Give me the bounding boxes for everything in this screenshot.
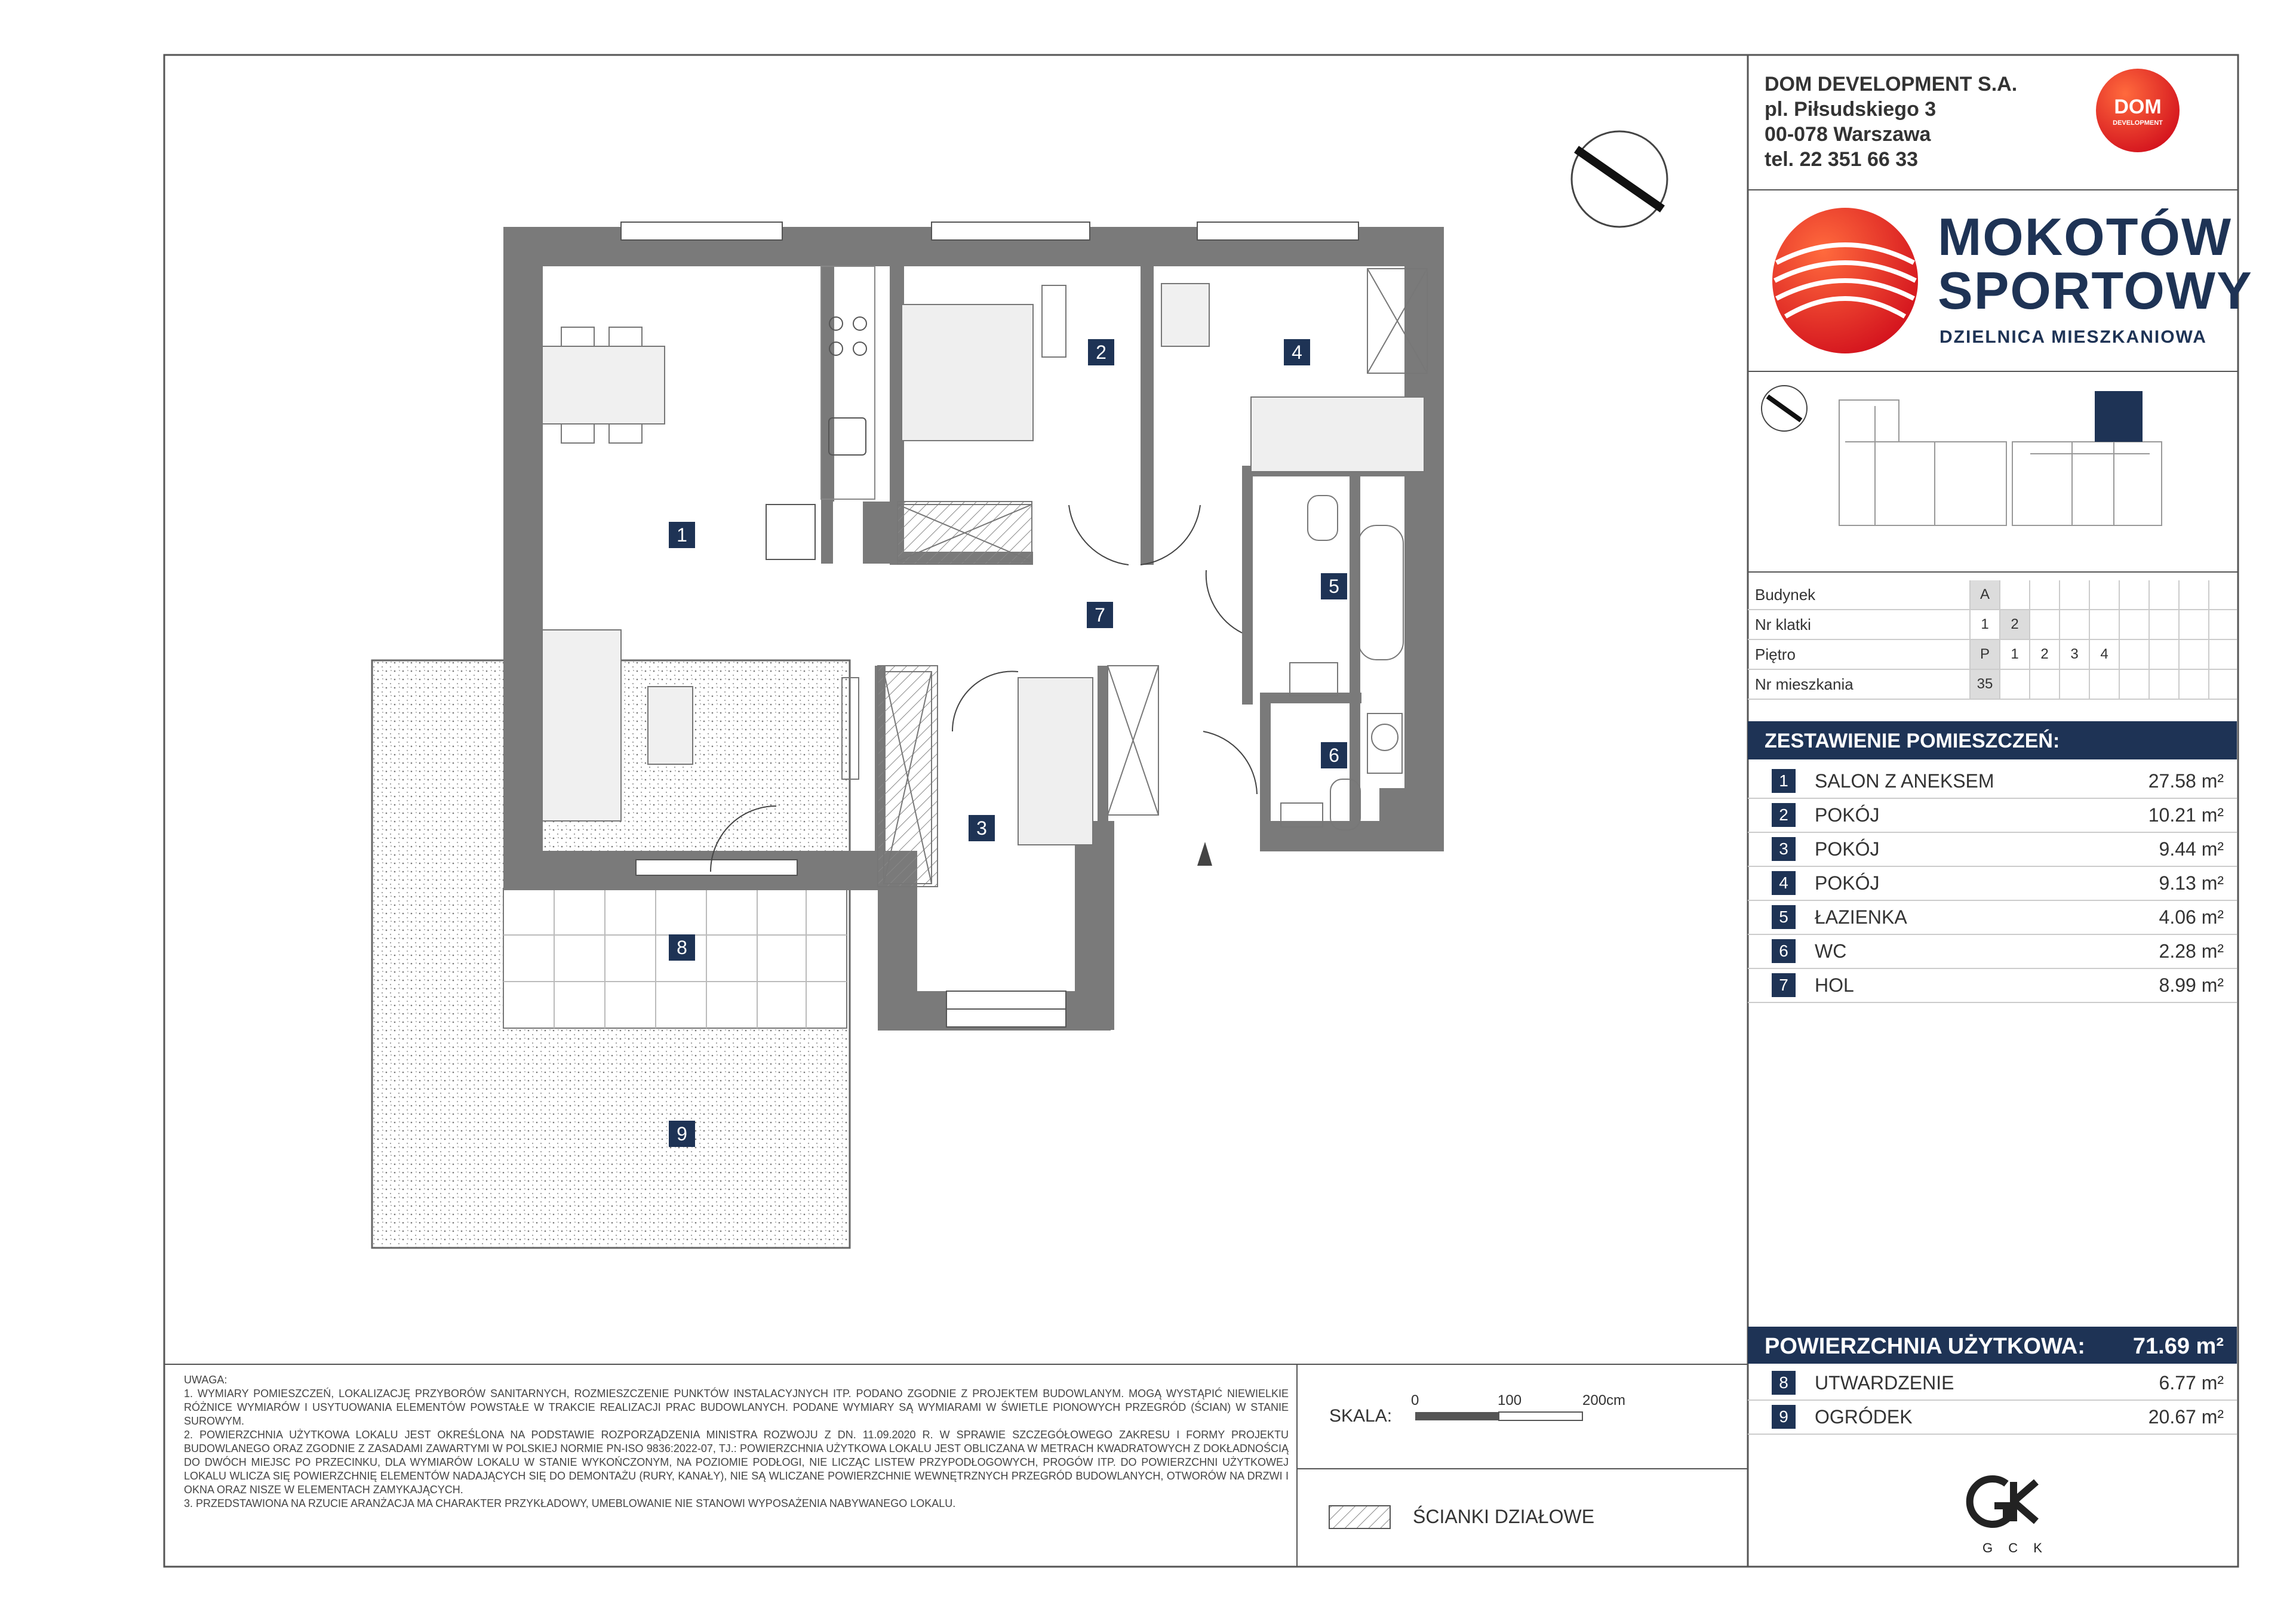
room-label-7: 7 bbox=[1087, 602, 1113, 628]
info-cell: A bbox=[1969, 580, 1999, 609]
room-label-2: 2 bbox=[1088, 339, 1114, 365]
room-summary-row-area: 2.28 m² bbox=[2159, 940, 2224, 962]
info-row bbox=[1748, 580, 2237, 610]
room-label-5: 5 bbox=[1321, 573, 1347, 599]
info-cell: P bbox=[1969, 640, 1999, 669]
info-cell bbox=[2089, 580, 2119, 609]
info-row bbox=[1748, 610, 2237, 640]
total-area-bar bbox=[1748, 1327, 2237, 1364]
info-cell bbox=[2119, 610, 2148, 639]
info-cell bbox=[2029, 580, 2059, 609]
extra-area-row-area: 6.77 m² bbox=[2159, 1372, 2224, 1394]
info-cell bbox=[2089, 670, 2119, 699]
room-summary-row-name: POKÓJ bbox=[1815, 804, 1880, 826]
info-cell bbox=[2059, 580, 2089, 609]
extra-area-row-area: 20.67 m² bbox=[2148, 1406, 2224, 1428]
room-summary-row-number: 7 bbox=[1772, 973, 1796, 997]
room-summary-row bbox=[1748, 866, 2237, 901]
info-cell: 2 bbox=[2029, 640, 2059, 669]
info-row-label: Piętro bbox=[1755, 645, 1796, 663]
room-label-1: 1 bbox=[669, 522, 695, 548]
project-subtitle: DZIELNICA MIESZKANIOWA bbox=[1939, 327, 2207, 347]
info-cell bbox=[2029, 610, 2059, 639]
info-cell: 2 bbox=[1999, 610, 2029, 639]
room-summary-row bbox=[1748, 764, 2237, 799]
room-summary-row-name: WC bbox=[1815, 940, 1847, 962]
room-summary-row-number: 6 bbox=[1772, 939, 1796, 963]
project-name-line1: MOKOTÓW bbox=[1938, 207, 2233, 266]
info-cell: 4 bbox=[2089, 640, 2119, 669]
info-cell bbox=[2089, 610, 2119, 639]
room-summary-row bbox=[1748, 798, 2237, 833]
note-item-1: 1. WYMIARY POMIESZCZEŃ, LOKALIZACJĘ PRZYBORÓW SANITARNYCH, ROZMIESZCZENIE PUNKTÓW INSTALACYJNYCH ITP. PODANO ZGODNIE Z PROJEKTEM BUDOWLANYM. MOGĄ WYSTĄPIĆ NIEWIELKIE RÓŻNICE WYMIARÓW I USYTUOWANIA ELEMENTÓW POWSTAŁE W TRAKCIE REALIZACJI PRAC BUDOWLANYCH. PODANE WYMIARY SĄ WYMIARAMI W ŚWIETLE PIONOWYCH PRZEGRÓD (ŚCIAN) W STANIE SUROWYM. bbox=[184, 1388, 1289, 1427]
info-cell bbox=[2208, 670, 2238, 699]
rooms-summary-title: ZESTAWIENIE POMIESZCZEŃ: bbox=[1765, 730, 2060, 752]
room-summary-row-name: POKÓJ bbox=[1815, 838, 1880, 860]
info-cell bbox=[2178, 610, 2208, 639]
note-item-2: 2. POWIERZCHNIA UŻYTKOWA LOKALU JEST OKREŚLONA NA PODSTAWIE ROZPORZĄDZENIA MINISTRA ROZWOJU Z DN. 11.09.2020 R. W SPRAWIE SZCZEGÓŁOWEGO ZAKRESU I FORMY PROJEKTU BUDOWLANEGO ORAZ ZGODNIE Z ZASADAMI ZAWARTYMI W POLSKIEJ NORMIE PN-ISO 9836:2022-07, TJ.: POWIERZCHNIA UŻYTKOWA LOKALU JEST OBLICZANA W METRACH KWADRATOWYCH Z DOKŁADNOŚCIĄ DO DWÓCH MIEJSC PO PRZECINKU, DLA WYMIARÓW LOKALU W STANIE WYKOŃCZONYM, NA POZIOMIE PODŁOGI, NIE LICZĄC LISTEW PRZYPODŁOGOWYCH, PROGÓW ITP. DO POWIERZCHNI UŻYTKOWEJ LOKALU WLICZA SIĘ POWIERZCHNIĘ ELEMENTÓW NADAJĄCYCH SIĘ DO DEMONTAŻU (RURY, KANAŁY), NIE SĄ WLICZANE POWIERZCHNIE WEWNĘTRZNYCH PRZEGRÓD BUDOWLANYCH, OTWORÓW NA DRZWI I OKNA ORAZ NISZE W ELEMENTACH ZAMYKAJĄCYCH. bbox=[184, 1429, 1289, 1496]
room-summary-row-number: 2 bbox=[1772, 803, 1796, 827]
info-cell bbox=[2148, 640, 2178, 669]
note-item-3: 3. PRZEDSTAWIONA NA RZUCIE ARANŻACJA MA CHARAKTER PRZYKŁADOWY, UMEBLOWANIE NIE STANOWI WYPOSAŻENIA NABYWANEGO LOKALU. bbox=[184, 1497, 956, 1509]
info-cell bbox=[2208, 640, 2238, 669]
info-cell bbox=[2059, 670, 2089, 699]
info-cell bbox=[2208, 610, 2238, 639]
partition-legend-swatch bbox=[1329, 1506, 1390, 1528]
room-summary-row-area: 9.44 m² bbox=[2159, 838, 2224, 860]
rooms-summary-header bbox=[1748, 721, 2237, 759]
info-cell bbox=[2119, 640, 2148, 669]
info-cell bbox=[2208, 580, 2238, 609]
scale-bar bbox=[1415, 1412, 1582, 1420]
scale-tick-200: 200cm bbox=[1582, 1392, 1626, 1408]
room-summary-row bbox=[1748, 900, 2237, 935]
extra-area-row-number: 8 bbox=[1772, 1371, 1796, 1395]
notes-title: UWAGA: bbox=[184, 1374, 228, 1386]
info-row-label: Nr klatki bbox=[1755, 616, 1811, 633]
partition-legend-label: ŚCIANKI DZIAŁOWE bbox=[1413, 1506, 1595, 1527]
dom-logo-text: DOM bbox=[2114, 96, 2162, 118]
extra-area-row bbox=[1748, 1400, 2237, 1435]
scale-tick-100: 100 bbox=[1498, 1392, 1522, 1408]
scale-label: SKALA: bbox=[1329, 1406, 1393, 1426]
room-summary-row-area: 8.99 m² bbox=[2159, 974, 2224, 996]
room-label-8: 8 bbox=[669, 934, 695, 961]
dom-logo-subtext: DEVELOPMENT bbox=[2113, 119, 2163, 127]
info-cell bbox=[1999, 580, 2029, 609]
extra-area-row-name: UTWARDZENIE bbox=[1815, 1372, 1954, 1394]
extra-area-row-name: OGRÓDEK bbox=[1815, 1406, 1913, 1428]
room-summary-row-name: ŁAZIENKA bbox=[1815, 906, 1907, 928]
info-cell: 35 bbox=[1969, 670, 1999, 699]
info-cell bbox=[2059, 610, 2089, 639]
extra-area-row-number: 9 bbox=[1772, 1405, 1796, 1429]
room-summary-row bbox=[1748, 832, 2237, 867]
info-row bbox=[1748, 670, 2237, 700]
info-cell bbox=[2148, 580, 2178, 609]
room-summary-row-area: 9.13 m² bbox=[2159, 872, 2224, 894]
developer-street: pl. Piłsudskiego 3 bbox=[1765, 98, 1937, 121]
room-summary-row-area: 4.06 m² bbox=[2159, 906, 2224, 928]
room-label-6: 6 bbox=[1321, 742, 1347, 768]
room-label-4: 4 bbox=[1284, 339, 1310, 365]
notes-block bbox=[184, 1373, 1289, 1511]
info-row bbox=[1748, 640, 2237, 670]
room-summary-row-name: SALON Z ANEKSEM bbox=[1815, 770, 1994, 792]
info-cell: 3 bbox=[2059, 640, 2089, 669]
info-cell bbox=[2119, 670, 2148, 699]
info-cell bbox=[2178, 670, 2208, 699]
info-cell bbox=[2029, 670, 2059, 699]
room-summary-row-name: POKÓJ bbox=[1815, 872, 1880, 894]
room-summary-row-area: 27.58 m² bbox=[2148, 770, 2224, 792]
room-label-3: 3 bbox=[969, 815, 995, 841]
room-summary-row-number: 3 bbox=[1772, 837, 1796, 861]
info-cell bbox=[2148, 610, 2178, 639]
developer-city: 00-078 Warszawa bbox=[1765, 123, 1931, 146]
developer-name: DOM DEVELOPMENT S.A. bbox=[1765, 73, 2018, 96]
extra-area-row bbox=[1748, 1366, 2237, 1401]
room-summary-row-area: 10.21 m² bbox=[2148, 804, 2224, 826]
info-cell bbox=[2178, 580, 2208, 609]
info-row-label: Budynek bbox=[1755, 586, 1816, 604]
info-cell bbox=[2178, 640, 2208, 669]
info-row-label: Nr mieszkania bbox=[1755, 675, 1854, 693]
developer-phone: tel. 22 351 66 33 bbox=[1765, 148, 1919, 171]
room-summary-row-number: 4 bbox=[1772, 871, 1796, 895]
total-area-value: 71.69 m² bbox=[2132, 1334, 2224, 1359]
info-cell: 1 bbox=[1969, 610, 1999, 639]
info-cell bbox=[2148, 670, 2178, 699]
gck-logo-icon bbox=[1970, 1479, 2036, 1524]
info-cell bbox=[1999, 670, 2029, 699]
info-cell bbox=[2119, 580, 2148, 609]
room-label-9: 9 bbox=[669, 1121, 695, 1147]
scale-tick-0: 0 bbox=[1411, 1392, 1419, 1408]
room-summary-row-number: 1 bbox=[1772, 769, 1796, 793]
project-name-line2: SPORTOWY bbox=[1938, 261, 2253, 320]
compass-icon bbox=[1572, 131, 1667, 227]
info-cell: 1 bbox=[1999, 640, 2029, 669]
total-area-label: POWIERZCHNIA UŻYTKOWA: bbox=[1765, 1334, 2085, 1359]
mokotow-logo-icon bbox=[1772, 208, 1918, 353]
room-summary-row-number: 5 bbox=[1772, 905, 1796, 929]
room-summary-row bbox=[1748, 968, 2237, 1003]
entrance-arrow bbox=[1197, 842, 1212, 866]
gck-logo-letters: G C K bbox=[1982, 1540, 2048, 1555]
room-summary-row bbox=[1748, 934, 2237, 969]
room-summary-row-name: HOL bbox=[1815, 974, 1854, 996]
